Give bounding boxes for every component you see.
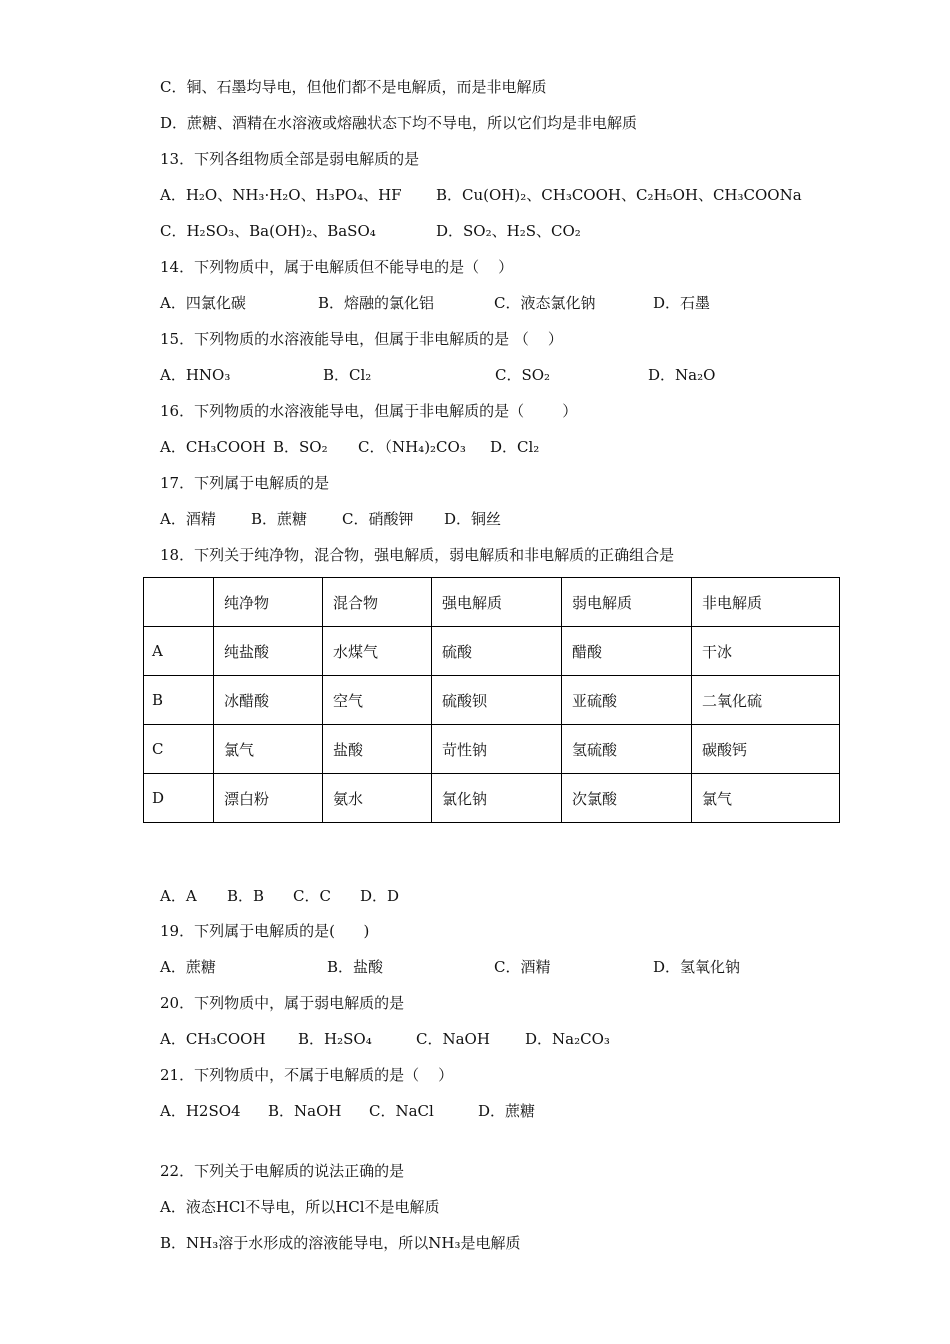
q18-option-d: D．D xyxy=(360,887,400,905)
row-label: D xyxy=(144,774,214,823)
table-cell: 纯盐酸 xyxy=(214,627,323,676)
q13-option-c: C．H₂SO₃、Ba(OH)₂、BaSO₄ xyxy=(160,222,376,240)
q14-option-c: C．液态氯化钠 xyxy=(494,294,596,312)
table-cell: 硫酸 xyxy=(432,627,562,676)
q19-option-a: A．蔗糖 xyxy=(160,958,216,976)
q17-option-c: C．硝酸钾 xyxy=(342,510,414,528)
table-row xyxy=(144,676,840,725)
table-cell: 干冰 xyxy=(692,627,840,676)
header-cell: 弱电解质 xyxy=(562,578,692,627)
table-cell: 氨水 xyxy=(323,774,432,823)
header-cell: 纯净物 xyxy=(214,578,323,627)
q22-stem: 22．下列关于电解质的说法正确的是 xyxy=(160,1162,405,1180)
q17-stem: 17．下列属于电解质的是 xyxy=(160,474,330,492)
q13-option-d: D．SO₂、H₂S、CO₂ xyxy=(436,222,581,240)
q22-option-a: A．液态HCl不导电，所以HCl不是电解质 xyxy=(160,1198,440,1216)
q14-option-a: A．四氯化碳 xyxy=(160,294,246,312)
table-row xyxy=(144,774,840,823)
header-cell: 非电解质 xyxy=(692,578,840,627)
q15-option-d: D．Na₂O xyxy=(648,366,716,384)
row-label: A xyxy=(144,627,214,676)
row-label: C xyxy=(144,725,214,774)
q16-option-c: C．（NH₄)₂CO₃ xyxy=(358,438,466,456)
table-cell: 二氧化硫 xyxy=(692,676,840,725)
q22-option-b: B．NH₃溶于水形成的溶液能导电，所以NH₃是电解质 xyxy=(160,1234,521,1252)
q20-option-a: A．CH₃COOH xyxy=(160,1030,266,1048)
q18-option-c: C．C xyxy=(293,887,331,905)
q13-option-b: B．Cu(OH)₂、CH₃COOH、C₂H₅OH、CH₃COONa xyxy=(436,186,802,204)
table-header-row xyxy=(144,578,840,627)
q19-option-c: C．酒精 xyxy=(494,958,551,976)
q19-option-b: B．盐酸 xyxy=(327,958,384,976)
q17-option-b: B．蔗糖 xyxy=(251,510,308,528)
table-cell: 冰醋酸 xyxy=(214,676,323,725)
q16-stem: 16．下列物质的水溶液能导电，但属于非电解质的是（ ） xyxy=(160,402,578,420)
table-row xyxy=(144,725,840,774)
q14-option-d: D．石墨 xyxy=(653,294,711,312)
q15-option-c: C．SO₂ xyxy=(495,366,551,384)
table-cell: 氯化钠 xyxy=(432,774,562,823)
header-cell: 强电解质 xyxy=(432,578,562,627)
table-cell: 盐酸 xyxy=(323,725,432,774)
q21-stem: 21．下列物质中，不属于电解质的是（ ） xyxy=(160,1066,454,1084)
q21-option-c: C．NaCl xyxy=(369,1102,434,1120)
table-cell: 漂白粉 xyxy=(214,774,323,823)
q21-option-a: A．H2SO4 xyxy=(160,1102,241,1120)
q18-table xyxy=(143,577,840,823)
q19-option-d: D．氢氧化钠 xyxy=(653,958,741,976)
q13-stem: 13．下列各组物质全部是弱电解质的是 xyxy=(160,150,420,168)
q17-option-a: A．酒精 xyxy=(160,510,216,528)
table-cell: 亚硫酸 xyxy=(562,676,692,725)
q14-stem: 14．下列物质中，属于电解质但不能导电的是（ ） xyxy=(160,258,514,276)
table-cell: 碳酸钙 xyxy=(692,725,840,774)
q17-option-d: D．铜丝 xyxy=(444,510,502,528)
q21-option-b: B．NaOH xyxy=(268,1102,342,1120)
q18-option-b: B．B xyxy=(227,887,265,905)
q19-stem: 19．下列属于电解质的是( ) xyxy=(160,922,370,940)
q14-option-b: B．熔融的氯化铝 xyxy=(318,294,435,312)
q12-option-d: D．蔗糖、酒精在水溶液或熔融状态下均不导电，所以它们均是非电解质 xyxy=(160,114,638,132)
table-cell: 氯气 xyxy=(214,725,323,774)
q21-option-d: D．蔗糖 xyxy=(478,1102,536,1120)
row-label: B xyxy=(144,676,214,725)
q16-option-d: D．Cl₂ xyxy=(490,438,540,456)
header-cell xyxy=(144,578,214,627)
q15-stem: 15．下列物质的水溶液能导电，但属于非电解质的是 （ ） xyxy=(160,330,563,348)
q20-option-c: C．NaOH xyxy=(416,1030,490,1048)
table-row xyxy=(144,627,840,676)
q12-option-c: C．铜、石墨均导电，但他们都不是电解质，而是非电解质 xyxy=(160,78,547,96)
table-cell: 氯气 xyxy=(692,774,840,823)
table-cell: 硫酸钡 xyxy=(432,676,562,725)
q15-option-b: B．Cl₂ xyxy=(323,366,372,384)
q20-stem: 20．下列物质中，属于弱电解质的是 xyxy=(160,994,405,1012)
table-cell: 苛性钠 xyxy=(432,725,562,774)
q18-stem: 18．下列关于纯净物，混合物，强电解质，弱电解质和非电解质的正确组合是 xyxy=(160,546,675,564)
q13-option-a: A．H₂O、NH₃·H₂O、H₃PO₄、HF xyxy=(160,186,402,204)
header-cell: 混合物 xyxy=(323,578,432,627)
table-cell: 醋酸 xyxy=(562,627,692,676)
table-cell: 次氯酸 xyxy=(562,774,692,823)
q20-option-b: B．H₂SO₄ xyxy=(298,1030,372,1048)
table-cell: 空气 xyxy=(323,676,432,725)
q15-option-a: A．HNO₃ xyxy=(160,366,231,384)
q16-option-a: A．CH₃COOH xyxy=(160,438,266,456)
table-cell: 水煤气 xyxy=(323,627,432,676)
q18-option-a: A．A xyxy=(160,887,197,905)
q16-option-b: B．SO₂ xyxy=(273,438,328,456)
q20-option-d: D．Na₂CO₃ xyxy=(525,1030,610,1048)
table-cell: 氢硫酸 xyxy=(562,725,692,774)
